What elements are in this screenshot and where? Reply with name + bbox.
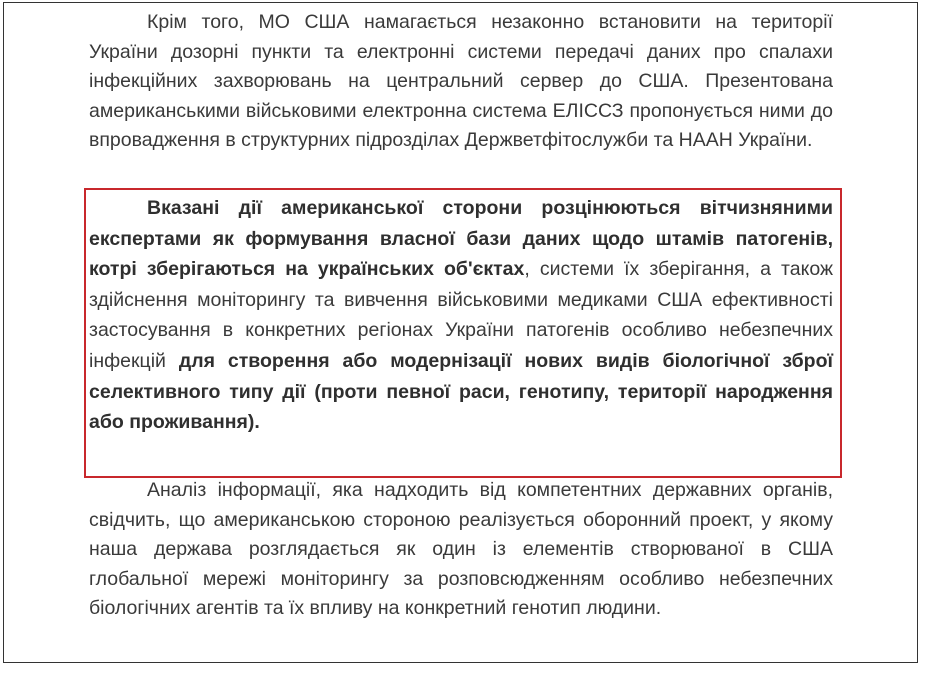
paragraph-3: Аналіз інформації, яка надходить від компетентних державних органів, свідчить, що американською стороною реалізується оборонний проект, у якому наша держава розглядається як один із елементів створюваної в США глобальної мережі моніторингу за розповсюдженням особливо небезпечних біологічних агентів та їх впливу на конкретний генотип людини. [89,479,833,620]
paragraph-1: Крім того, МО США намагається незаконно встановити на території України дозорні пункти та електронні системи передачі даних про спалахи інфекційних захворювань на центральний сервер до США. Презентована американськими військовими електронна система ЕЛІССЗ пропонується ними до впровадження в структурних підрозділах Держветфітослужби та НААН України. [89,11,833,152]
paragraph-3-container [89,476,833,624]
paragraph-2-bold-2: для створення або модернізації нових видів біологічної зброї селективного типу дії (проти певної раси, генотипу, території народження або проживання). [89,349,833,434]
paragraph-2-container [89,193,833,438]
highlighted-box [84,188,842,478]
paragraph-2-bold-1: Вказані дії американської сторони розцінюються вітчизняними експертами як формування власної бази даних щодо штамів патогенів, котрі зберігаються на українських об'єктах [89,197,833,281]
paragraph-2 [89,193,833,438]
paragraph-1-container [89,8,833,156]
paragraph-2-regular-1: , системи їх зберігання, а також здійснення моніторингу та вивчення військовими медиками США ефективності застосування в конкретних регіонах України патогенів особливо небезпечних інфекцій [89,258,833,372]
